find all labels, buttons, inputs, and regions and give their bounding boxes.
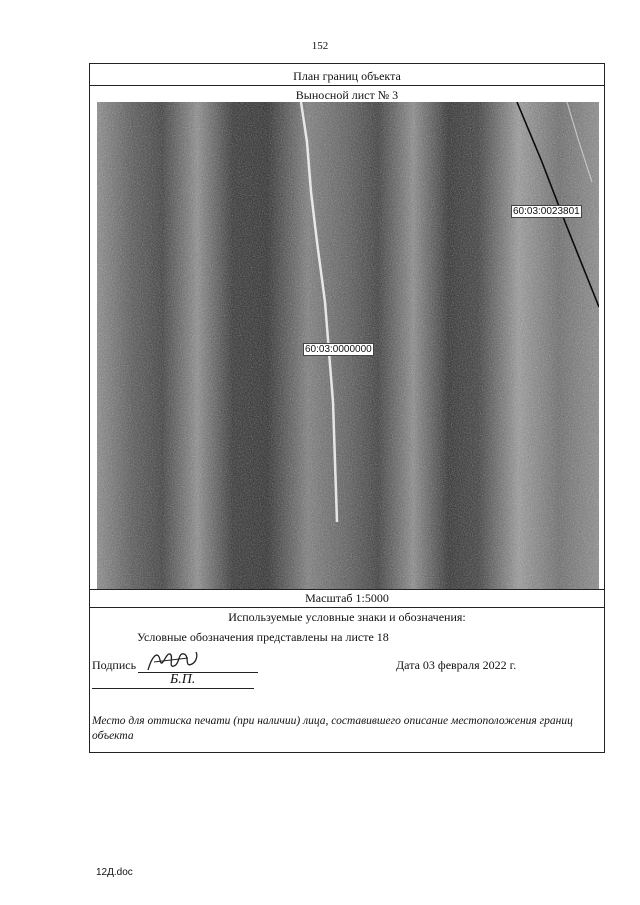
signature-label: Подпись [92, 658, 137, 672]
boundary-plan-form [89, 63, 605, 753]
satellite-map[interactable] [97, 102, 599, 589]
page-number: 152 [311, 40, 329, 52]
sheet-title: Выносной лист № 3 [295, 88, 399, 102]
signature-name-line [92, 688, 254, 689]
legend-text: Условные обозначения представлены на листе 18 [137, 630, 389, 644]
parcel-label-0023801: 60:03:0023801 [513, 206, 580, 217]
scale-label: Масштаб 1:5000 [305, 591, 389, 605]
divider [90, 85, 604, 86]
file-name: 12Д.doc [96, 867, 133, 878]
plan-title: План границ объекта [293, 69, 401, 83]
stamp-placeholder-text: Место для оттиска печати (при наличии) лица, составившего описание местоположения границ объекта [92, 715, 573, 742]
document-date: Дата 03 февраля 2022 г. [396, 658, 517, 672]
divider [90, 607, 604, 608]
parcel-label-0000000: 60:03:0000000 [305, 344, 372, 355]
legend-heading: Используемые условные знаки и обозначения: [228, 610, 466, 624]
signature-name: Б.П. [170, 672, 196, 687]
